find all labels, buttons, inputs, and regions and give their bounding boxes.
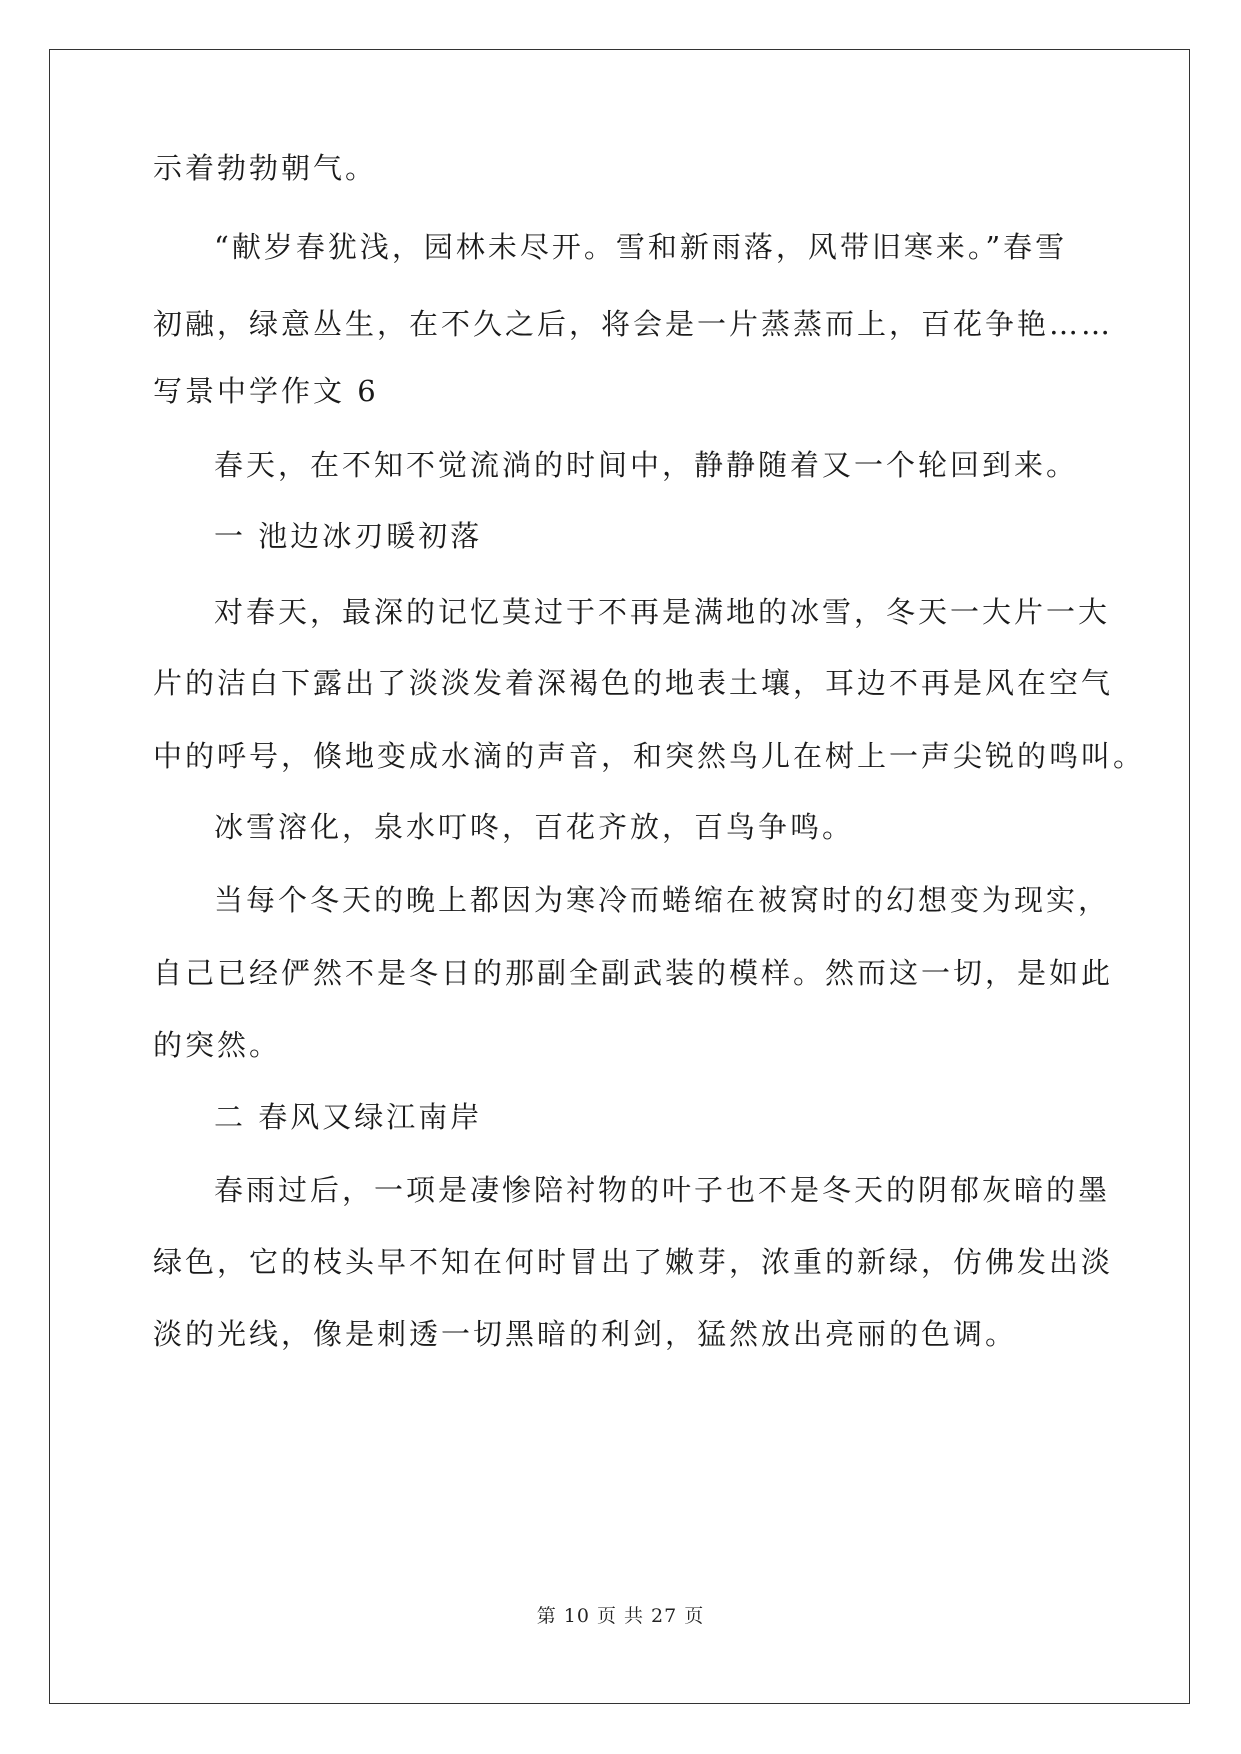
- paragraph-line: 春雨过后，一项是凄惨陪衬物的叶子也不是冬天的阴郁灰暗的墨: [214, 1173, 1111, 1207]
- section-title: 写景中学作文 6: [153, 374, 379, 408]
- text-line: 示着勃勃朝气。: [153, 151, 378, 185]
- page-number-footer: 第 10 页 共 27 页: [536, 1605, 705, 1627]
- paragraph-line: 冰雪溶化，泉水叮咚，百花齐放，百鸟争鸣。: [214, 810, 855, 844]
- page-border: [49, 49, 1190, 1704]
- paragraph-line: 当每个冬天的晚上都因为寒冷而蜷缩在被窝时的幻想变为现实，: [214, 883, 1111, 917]
- text-line: 绿色，它的枝头早不知在何时冒出了嫩芽，浓重的新绿，仿佛发出淡: [153, 1245, 1114, 1279]
- subheading: 二 春风又绿江南岸: [214, 1100, 483, 1134]
- text-line: 片的洁白下露出了淡淡发着深褐色的地表土壤，耳边不再是风在空气: [153, 666, 1114, 700]
- paragraph-line: 春天，在不知不觉流淌的时间中，静静随着又一个轮回到来。: [214, 448, 1079, 482]
- paragraph-line: 对春天，最深的记忆莫过于不再是满地的冰雪，冬天一大片一大: [214, 595, 1111, 629]
- text-line: 自己已经俨然不是冬日的那副全副武装的模样。然而这一切，是如此: [153, 956, 1114, 990]
- text-line: 的突然。: [153, 1028, 282, 1062]
- subheading: 一 池边冰刃暖初落: [214, 519, 483, 553]
- poem-paragraph-line: “献岁春犹浅，园林未尽开。雪和新雨落，风带旧寒来。”春雪: [214, 230, 1068, 264]
- text-line: 淡的光线，像是刺透一切黑暗的利剑，猛然放出亮丽的色调。: [153, 1317, 1018, 1351]
- text-line: 初融，绿意丛生，在不久之后，将会是一片蒸蒸而上，百花争艳……: [153, 307, 1114, 341]
- text-line: 中的呼号，倏地变成水滴的声音，和突然鸟儿在树上一声尖锐的鸣叫。: [153, 739, 1146, 773]
